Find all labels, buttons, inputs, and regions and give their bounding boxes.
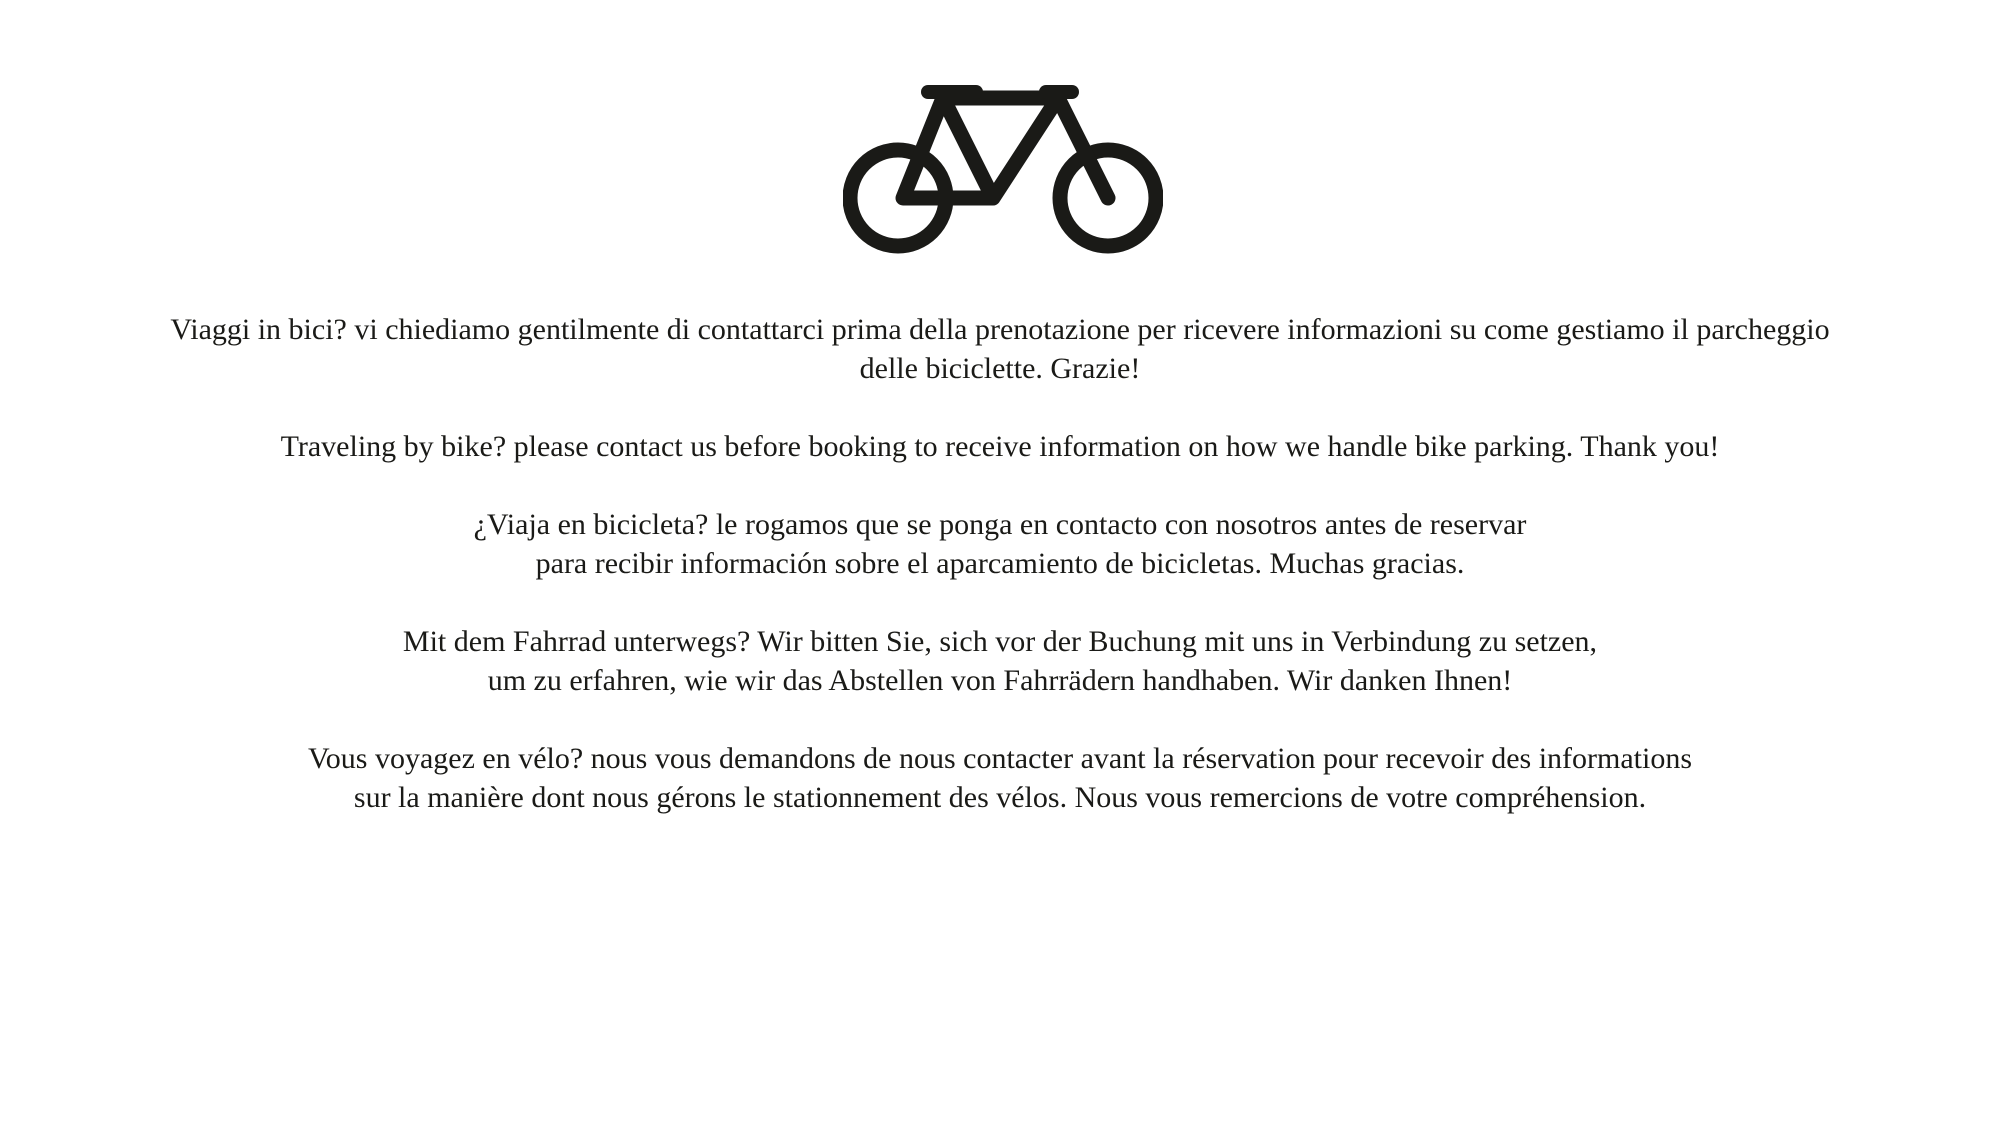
- bicycle-icon: [843, 82, 1163, 257]
- text-line: Vous voyagez en vélo? nous vous demandons de nous contacter avant la réservation pour recevoir des informations: [307, 742, 1693, 775]
- text-line: Mit dem Fahrrad unterwegs? Wir bitten Sie, sich vor der Buchung mit uns in Verbindung zu setzen,: [402, 625, 1598, 658]
- text-line: ¿Viaja en bicicleta? le rogamos que se ponga en contacto con nosotros antes de reservar: [473, 508, 1527, 541]
- paragraph-english: [0, 427, 2000, 466]
- text-line: Traveling by bike? please contact us before booking to receive information on how we handle bike parking. Thank you!: [280, 430, 1720, 463]
- bike-handlebar: [1039, 85, 1079, 99]
- text-line: sur la manière dont nous gérons le stationnement des vélos. Nous vous remercions de votre compréhension.: [353, 781, 1647, 814]
- text-line: um zu erfahren, wie wir das Abstellen von Fahrrädern handhaben. Wir danken Ihnen!: [487, 664, 1513, 697]
- paragraph-italian: [0, 310, 2000, 388]
- paragraph-spanish: [0, 505, 2000, 583]
- text-line: Viaggi in bici? vi chiediamo gentilmente di contattarci prima della prenotazione per ricevere informazioni su come gestiamo il parcheggio: [170, 313, 1830, 346]
- bike-frame: [903, 98, 1108, 198]
- text-line: para recibir información sobre el aparcamiento de bicicletas. Muchas gracias.: [535, 547, 1465, 580]
- paragraph-french: [0, 739, 2000, 817]
- multilingual-message: [0, 310, 2000, 856]
- paragraph-german: [0, 622, 2000, 700]
- text-line: delle biciclette. Grazie!: [859, 352, 1141, 385]
- bike-seat: [921, 85, 983, 99]
